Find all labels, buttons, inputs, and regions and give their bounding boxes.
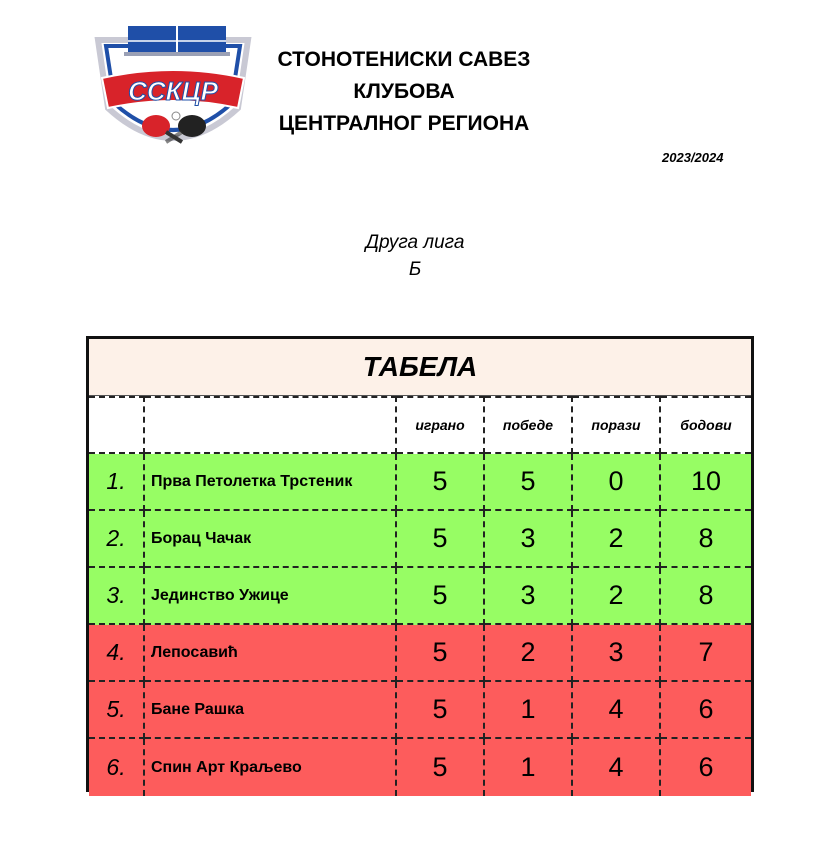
standings-table: [86, 336, 754, 792]
org-line-3: ЦЕНТРАЛНОГ РЕГИОНА: [278, 112, 530, 135]
team-cell: Прва Петолетка Трстеник: [145, 454, 397, 511]
standings-grid: [89, 396, 751, 796]
played-cell: 5: [397, 454, 485, 511]
table-row: [89, 568, 751, 625]
team-cell: Спин Арт Краљево: [145, 739, 397, 796]
rank-cell: 2.: [89, 511, 145, 568]
team-cell: Лепосавић: [145, 625, 397, 682]
header-points: бодови: [661, 396, 751, 454]
rank-cell: 4.: [89, 625, 145, 682]
table-title: ТАБЕЛА: [89, 339, 751, 396]
wins-cell: 1: [485, 682, 573, 739]
header-played: играно: [397, 396, 485, 454]
losses-cell: 0: [573, 454, 661, 511]
table-row: [89, 739, 751, 796]
losses-cell: 2: [573, 511, 661, 568]
points-cell: 6: [698, 752, 714, 782]
team-cell: Борац Чачак: [145, 511, 397, 568]
table-row: [89, 511, 751, 568]
table-row: [89, 625, 751, 682]
wins-cell: 1: [485, 739, 573, 796]
losses-cell: 4: [573, 682, 661, 739]
rank-cell: 5.: [89, 682, 145, 739]
played-cell: 5: [397, 682, 485, 739]
header-team: [145, 396, 397, 454]
rank-cell: 6.: [89, 739, 145, 796]
played-cell: 5: [397, 625, 485, 682]
points-cell: 7: [661, 625, 751, 682]
points-cell: 10: [661, 454, 751, 511]
points-cell: 6: [661, 682, 751, 739]
league-group: Б: [408, 259, 422, 280]
header-wins: победе: [485, 396, 573, 454]
season-label: 2023/2024: [662, 150, 724, 165]
team-cell: Бане Рашка: [145, 682, 397, 739]
rank-cell: 1.: [89, 454, 145, 511]
table-row: [89, 454, 751, 511]
org-line-2: КЛУБОВА: [353, 80, 455, 103]
organization-name: [262, 44, 546, 140]
table-row: [89, 682, 751, 739]
logo-text: ССКЦР: [128, 76, 218, 106]
federation-logo: [88, 18, 258, 150]
points-cell: 8: [661, 568, 751, 625]
league-info: [0, 229, 830, 283]
played-cell: 5: [397, 511, 485, 568]
org-line-1: СТОНОТЕНИСКИ САВЕЗ: [277, 48, 531, 71]
wins-cell: 3: [485, 568, 573, 625]
points-cell: 8: [661, 511, 751, 568]
wins-cell: 5: [485, 454, 573, 511]
played-cell: 5: [397, 568, 485, 625]
header-rank: [89, 396, 145, 454]
league-name: Друга лига: [365, 232, 465, 253]
header-losses: порази: [573, 396, 661, 454]
played-cell: 5: [397, 739, 485, 796]
losses-cell: 3: [573, 625, 661, 682]
losses-cell: 2: [573, 568, 661, 625]
rank-cell: 3.: [89, 568, 145, 625]
team-cell: Јединство Ужице: [145, 568, 397, 625]
losses-cell: 4: [573, 739, 661, 796]
table-header-row: [89, 396, 751, 454]
wins-cell: 2: [485, 625, 573, 682]
wins-cell: 3: [485, 511, 573, 568]
